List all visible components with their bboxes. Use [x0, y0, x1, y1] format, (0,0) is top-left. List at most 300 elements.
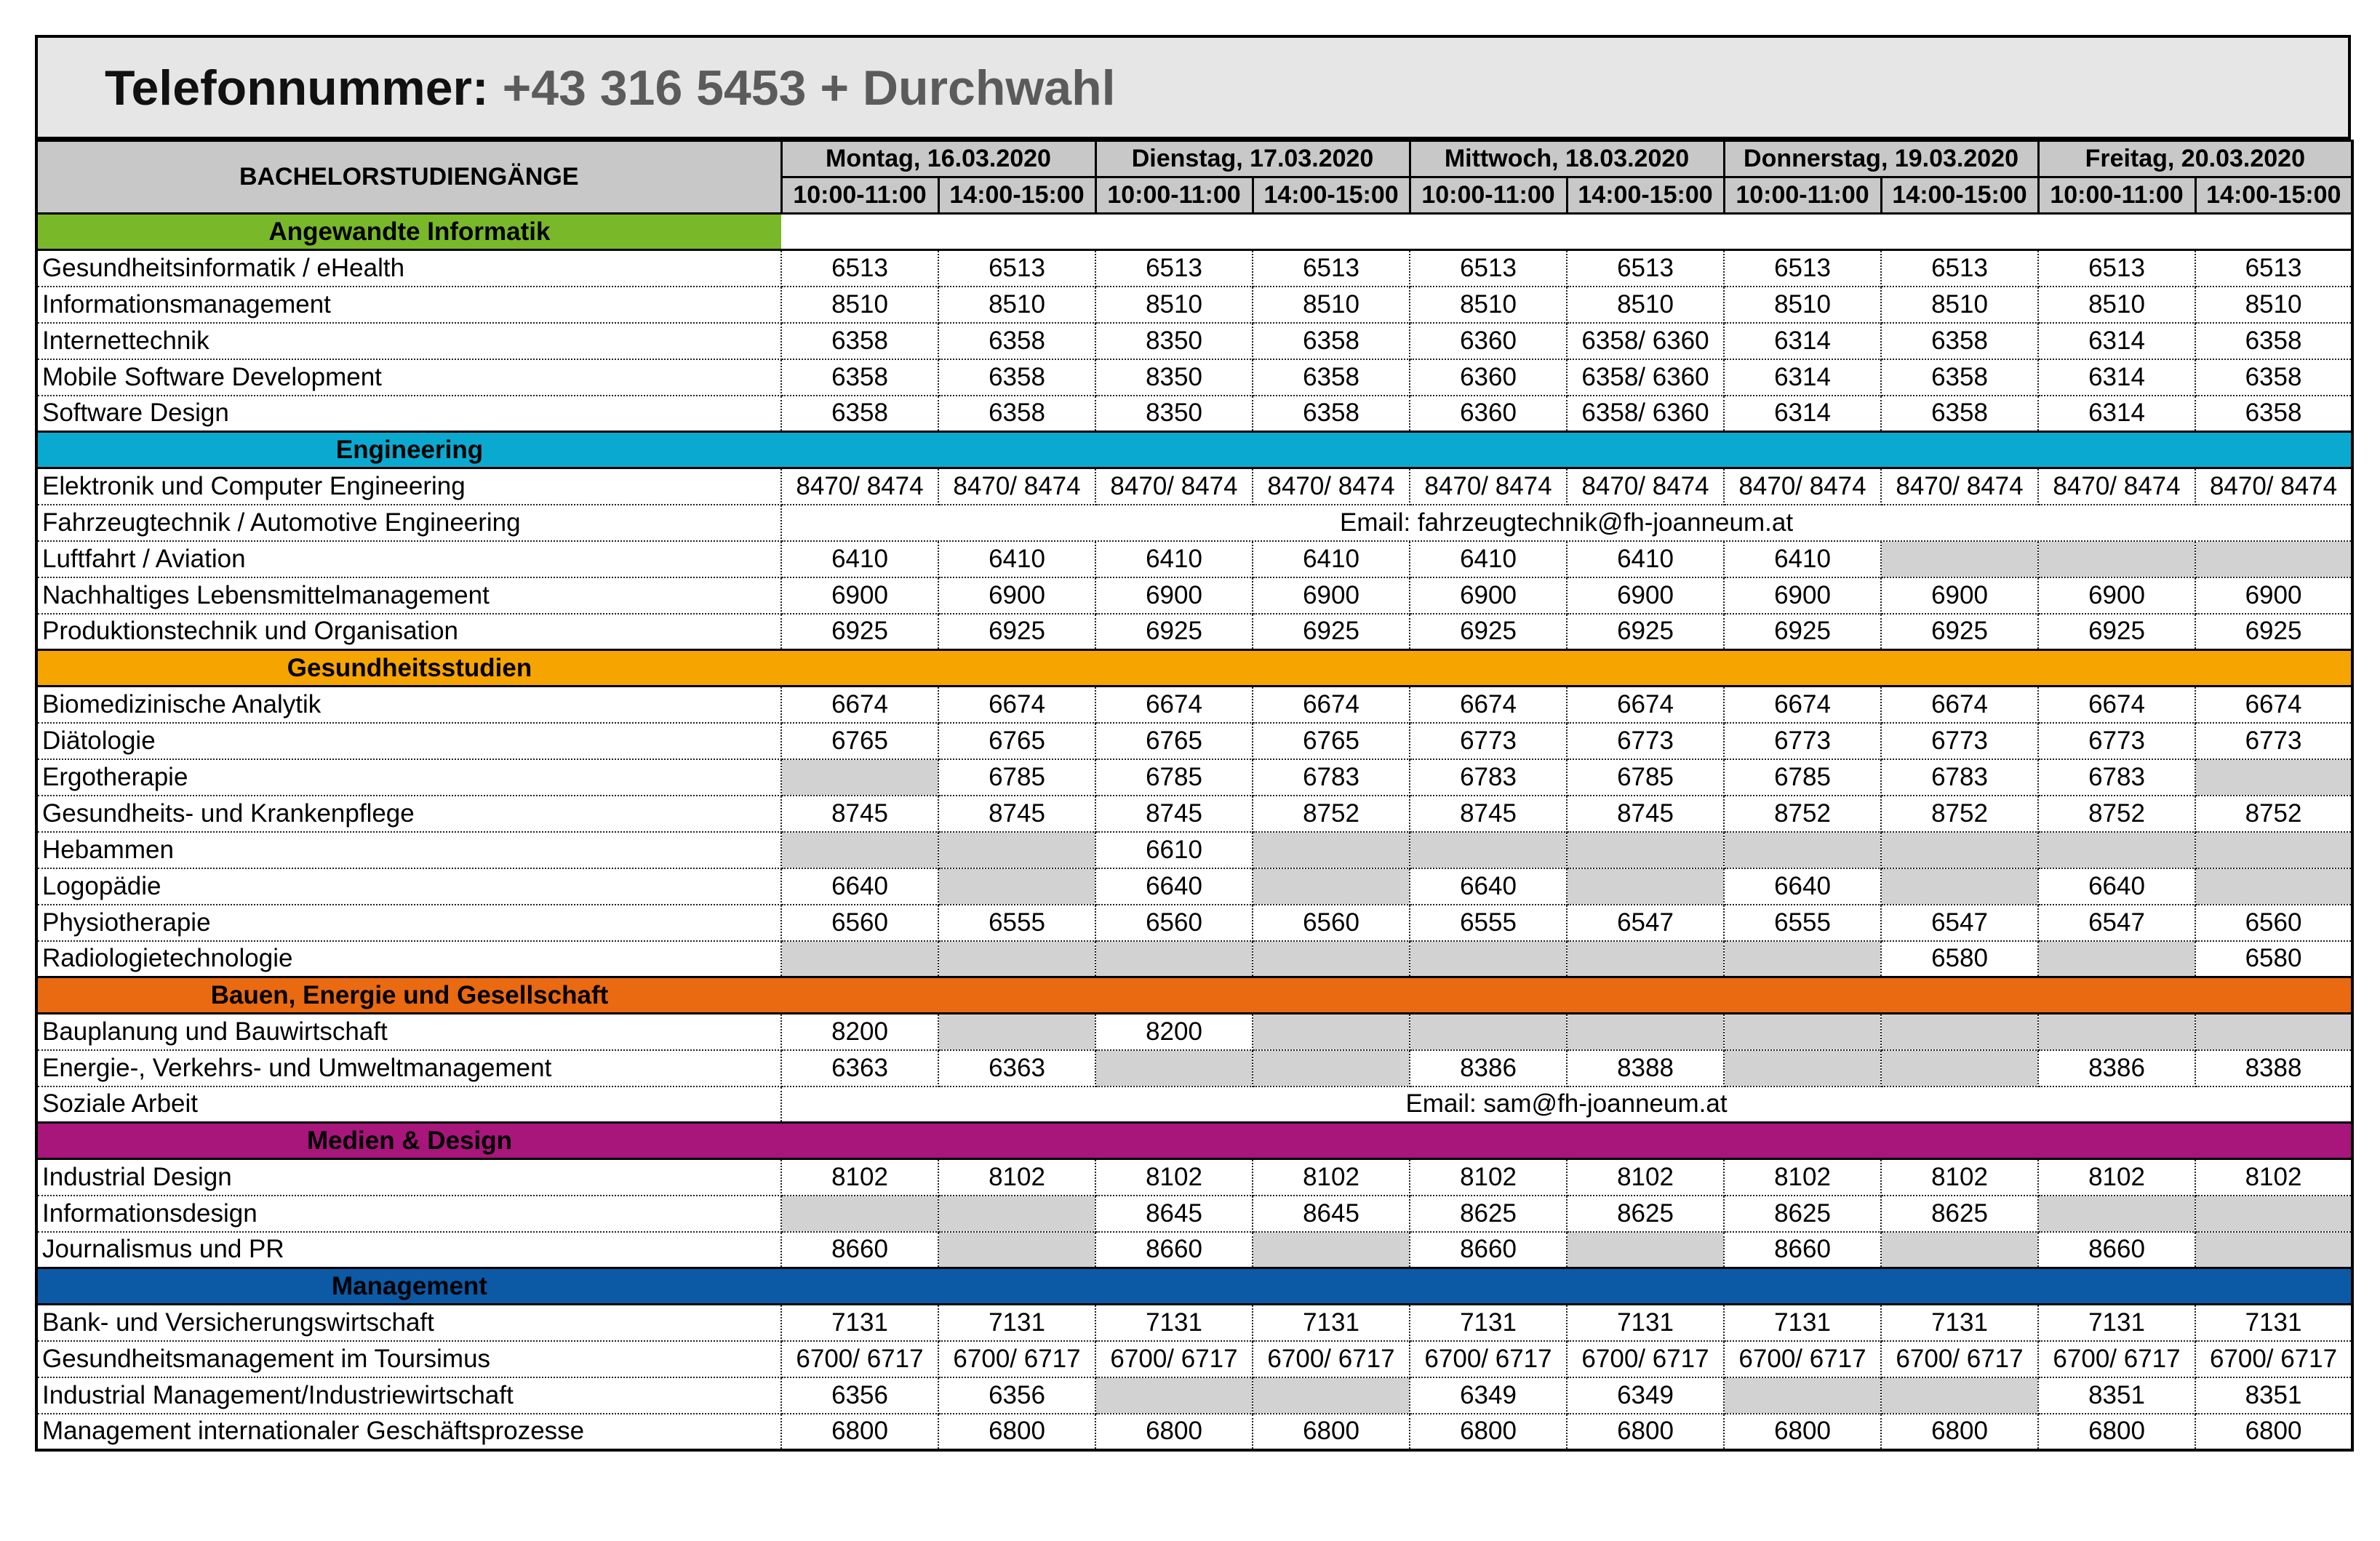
section-fill [781, 1123, 2352, 1159]
extension-cell: 6773 [2195, 723, 2352, 759]
table-row [36, 1159, 2352, 1196]
empty-cell [2038, 541, 2195, 577]
extension-cell: 8752 [2038, 796, 2195, 832]
empty-cell [1095, 1377, 1253, 1414]
extension-cell: 8102 [2195, 1159, 2352, 1196]
program-name: Physiotherapie [36, 905, 781, 941]
extension-cell: 6783 [1881, 759, 2038, 796]
program-name: Gesundheitsinformatik / eHealth [36, 250, 781, 287]
page-title [105, 60, 1116, 116]
program-name: Luftfahrt / Aviation [36, 541, 781, 577]
section-title: Medien & Design [36, 1123, 781, 1159]
empty-cell [1881, 1377, 2038, 1414]
extension-cell: 6410 [1095, 541, 1253, 577]
empty-cell [1724, 1377, 1881, 1414]
extension-cell: 6785 [938, 759, 1095, 796]
extension-cell: 6513 [1095, 250, 1253, 287]
extension-cell: 8200 [781, 1014, 938, 1050]
program-name: Internettechnik [36, 323, 781, 359]
extension-cell: 6547 [1881, 905, 2038, 941]
extension-cell: 8351 [2038, 1377, 2195, 1414]
extension-cell: 6580 [1881, 941, 2038, 977]
extension-cell: 6925 [1881, 614, 2038, 650]
extension-cell: 8745 [1567, 796, 1724, 832]
extension-cell: 6356 [938, 1377, 1095, 1414]
section-title: Bauen, Energie und Gesellschaft [36, 977, 781, 1014]
extension-cell: 8350 [1095, 359, 1253, 396]
contact-email: Email: sam@fh-joanneum.at [781, 1086, 2352, 1123]
empty-cell [1567, 1232, 1724, 1268]
table-row [36, 250, 2352, 287]
time-header: 10:00-11:00 [1724, 177, 1881, 214]
empty-cell [1253, 832, 1410, 868]
day-header: Mittwoch, 18.03.2020 [1410, 141, 1724, 177]
extension-cell: 6900 [2038, 577, 2195, 614]
empty-cell [1567, 868, 1724, 905]
extension-cell: 6773 [1881, 723, 2038, 759]
title-label: Telefonnummer: [105, 60, 489, 116]
program-name: Gesundheits- und Krankenpflege [36, 796, 781, 832]
extension-cell: 6925 [1095, 614, 1253, 650]
extension-cell: 8350 [1095, 323, 1253, 359]
extension-cell: 6674 [1567, 687, 1724, 723]
empty-cell [938, 1196, 1095, 1232]
extension-cell: 6360 [1410, 359, 1567, 396]
extension-cell: 6360 [1410, 323, 1567, 359]
program-name: Logopädie [36, 868, 781, 905]
extension-cell: 6925 [1253, 614, 1410, 650]
extension-cell: 8102 [1095, 1159, 1253, 1196]
extension-cell: 6925 [781, 614, 938, 650]
time-header: 10:00-11:00 [781, 177, 938, 214]
extension-cell: 6314 [1724, 323, 1881, 359]
extension-cell: 6700/ 6717 [2038, 1341, 2195, 1377]
extension-cell: 8625 [1410, 1196, 1567, 1232]
extension-cell: 6358/ 6360 [1567, 359, 1724, 396]
table-row [36, 1305, 2352, 1341]
extension-cell: 6900 [938, 577, 1095, 614]
table-row [36, 796, 2352, 832]
empty-cell [781, 1196, 938, 1232]
extension-cell: 6674 [2195, 687, 2352, 723]
program-name: Industrial Design [36, 1159, 781, 1196]
extension-cell: 6925 [2195, 614, 2352, 650]
extension-cell: 6783 [1253, 759, 1410, 796]
extension-cell: 6640 [1095, 868, 1253, 905]
extension-cell: 6358 [781, 323, 938, 359]
extension-cell: 8386 [2038, 1050, 2195, 1086]
table-row [36, 359, 2352, 396]
extension-cell: 6358 [781, 396, 938, 432]
extension-cell: 8470/ 8474 [781, 468, 938, 505]
extension-cell: 8510 [1881, 287, 2038, 323]
time-header: 10:00-11:00 [2038, 177, 2195, 214]
table-row [36, 1050, 2352, 1086]
extension-cell: 6674 [938, 687, 1095, 723]
extension-cell: 6555 [938, 905, 1095, 941]
extension-cell: 8510 [1095, 287, 1253, 323]
extension-cell: 6700/ 6717 [1253, 1341, 1410, 1377]
program-name: Biomedizinische Analytik [36, 687, 781, 723]
extension-cell: 8510 [1724, 287, 1881, 323]
extension-cell: 6358 [938, 359, 1095, 396]
extension-cell: 6800 [2038, 1414, 2195, 1450]
extension-cell: 8470/ 8474 [1253, 468, 1410, 505]
extension-cell: 8745 [1410, 796, 1567, 832]
empty-cell [1253, 1014, 1410, 1050]
extension-cell: 6925 [1410, 614, 1567, 650]
extension-cell: 6800 [781, 1414, 938, 1450]
empty-cell [1724, 1050, 1881, 1086]
extension-cell: 8351 [2195, 1377, 2352, 1414]
extension-cell: 8510 [2038, 287, 2195, 323]
extension-cell: 7131 [2038, 1305, 2195, 1341]
time-header: 10:00-11:00 [1410, 177, 1567, 214]
empty-cell [2195, 1014, 2352, 1050]
extension-cell: 6410 [1724, 541, 1881, 577]
empty-cell [1253, 1232, 1410, 1268]
empty-cell [1253, 1050, 1410, 1086]
empty-cell [938, 1232, 1095, 1268]
table-row [36, 941, 2352, 977]
program-name: Nachhaltiges Lebensmittelmanagement [36, 577, 781, 614]
extension-cell: 6785 [1095, 759, 1253, 796]
extension-cell: 6513 [2195, 250, 2352, 287]
extension-cell: 8510 [781, 287, 938, 323]
extension-cell: 7131 [1410, 1305, 1567, 1341]
extension-cell: 8470/ 8474 [1095, 468, 1253, 505]
extension-cell: 8645 [1253, 1196, 1410, 1232]
extension-cell: 6700/ 6717 [781, 1341, 938, 1377]
title-bar [35, 35, 2351, 140]
section-fill [781, 977, 2352, 1014]
section-header-row [36, 1123, 2352, 1159]
table-row [36, 505, 2352, 541]
extension-cell: 6513 [2038, 250, 2195, 287]
day-header: Dienstag, 17.03.2020 [1095, 141, 1410, 177]
extension-cell: 6314 [2038, 396, 2195, 432]
extension-cell: 7131 [2195, 1305, 2352, 1341]
extension-cell: 8745 [1095, 796, 1253, 832]
empty-cell [2038, 1014, 2195, 1050]
table-row [36, 1232, 2352, 1268]
day-header: Montag, 16.03.2020 [781, 141, 1095, 177]
empty-cell [1881, 832, 2038, 868]
table-row [36, 1341, 2352, 1377]
extension-cell: 6925 [1567, 614, 1724, 650]
extension-cell: 6358/ 6360 [1567, 323, 1724, 359]
empty-cell [781, 759, 938, 796]
extension-cell: 6358 [1253, 323, 1410, 359]
extension-cell: 6513 [1567, 250, 1724, 287]
extension-cell: 8386 [1410, 1050, 1567, 1086]
program-name: Energie-, Verkehrs- und Umweltmanagement [36, 1050, 781, 1086]
empty-cell [1095, 941, 1253, 977]
extension-cell: 6513 [1410, 250, 1567, 287]
table-row [36, 905, 2352, 941]
extension-cell: 6800 [1410, 1414, 1567, 1450]
section-header-row [36, 214, 2352, 250]
extension-cell: 6640 [1410, 868, 1567, 905]
extension-cell: 8102 [1253, 1159, 1410, 1196]
program-name: Journalismus und PR [36, 1232, 781, 1268]
extension-cell: 6900 [1095, 577, 1253, 614]
section-title: Gesundheitsstudien [36, 650, 781, 687]
extension-cell: 8470/ 8474 [2195, 468, 2352, 505]
program-name: Hebammen [36, 832, 781, 868]
extension-cell: 6700/ 6717 [2195, 1341, 2352, 1377]
program-name: Bauplanung und Bauwirtschaft [36, 1014, 781, 1050]
extension-cell: 7131 [781, 1305, 938, 1341]
extension-cell: 6513 [1253, 250, 1410, 287]
table-row [36, 759, 2352, 796]
extension-cell: 6547 [1567, 905, 1724, 941]
table-row [36, 1377, 2352, 1414]
extension-cell: 8102 [1567, 1159, 1724, 1196]
table-row [36, 1414, 2352, 1450]
extension-cell: 6555 [1724, 905, 1881, 941]
time-header: 14:00-15:00 [1881, 177, 2038, 214]
extension-cell: 6800 [1881, 1414, 2038, 1450]
empty-cell [1253, 941, 1410, 977]
program-name: Management internationaler Geschäftsprozesse [36, 1414, 781, 1450]
extension-cell: 8625 [1724, 1196, 1881, 1232]
section-title: Engineering [36, 432, 781, 468]
empty-cell [2195, 832, 2352, 868]
extension-cell: 6640 [1724, 868, 1881, 905]
extension-cell: 6800 [938, 1414, 1095, 1450]
extension-cell: 7131 [1253, 1305, 1410, 1341]
empty-cell [1567, 941, 1724, 977]
extension-cell: 6674 [1410, 687, 1567, 723]
extension-cell: 8102 [1881, 1159, 2038, 1196]
extension-cell: 8470/ 8474 [938, 468, 1095, 505]
empty-cell [1095, 1050, 1253, 1086]
extension-cell: 6610 [1095, 832, 1253, 868]
extension-cell: 6580 [2195, 941, 2352, 977]
extension-cell: 8752 [1881, 796, 2038, 832]
extension-cell: 6900 [2195, 577, 2352, 614]
extension-cell: 8660 [1410, 1232, 1567, 1268]
extension-cell: 6410 [781, 541, 938, 577]
extension-cell: 6358 [1253, 359, 1410, 396]
time-header: 14:00-15:00 [938, 177, 1095, 214]
extension-cell: 6783 [1410, 759, 1567, 796]
table-row [36, 868, 2352, 905]
extension-cell: 8470/ 8474 [2038, 468, 2195, 505]
section-header-row [36, 977, 2352, 1014]
extension-cell: 6800 [1095, 1414, 1253, 1450]
extension-cell: 6314 [2038, 323, 2195, 359]
extension-cell: 8470/ 8474 [1724, 468, 1881, 505]
program-column-header: BACHELORSTUDIENGÄNGE [36, 141, 781, 214]
extension-cell: 8660 [781, 1232, 938, 1268]
extension-cell: 8660 [2038, 1232, 2195, 1268]
extension-cell: 8745 [938, 796, 1095, 832]
extension-cell: 8388 [2195, 1050, 2352, 1086]
extension-cell: 6773 [1410, 723, 1567, 759]
extension-cell: 6773 [1724, 723, 1881, 759]
program-name: Ergotherapie [36, 759, 781, 796]
extension-cell: 6314 [1724, 396, 1881, 432]
empty-cell [1253, 1377, 1410, 1414]
extension-cell: 8625 [1881, 1196, 2038, 1232]
empty-cell [2195, 1196, 2352, 1232]
extension-cell: 6410 [1253, 541, 1410, 577]
extension-cell: 6547 [2038, 905, 2195, 941]
program-name: Fahrzeugtechnik / Automotive Engineering [36, 505, 781, 541]
extension-cell: 8470/ 8474 [1881, 468, 2038, 505]
empty-cell [1410, 941, 1567, 977]
extension-cell: 6410 [938, 541, 1095, 577]
extension-cell: 6765 [781, 723, 938, 759]
section-title: Management [36, 1268, 781, 1305]
table-row [36, 541, 2352, 577]
extension-cell: 8102 [2038, 1159, 2195, 1196]
table-row [36, 287, 2352, 323]
empty-cell [1881, 868, 2038, 905]
section-fill [781, 1268, 2352, 1305]
extension-cell: 6513 [1881, 250, 2038, 287]
section-header-row [36, 1268, 2352, 1305]
section-fill [781, 432, 2352, 468]
program-name: Elektronik und Computer Engineering [36, 468, 781, 505]
extension-cell: 6700/ 6717 [938, 1341, 1095, 1377]
extension-cell: 6674 [1253, 687, 1410, 723]
table-row [36, 1196, 2352, 1232]
program-name: Produktionstechnik und Organisation [36, 614, 781, 650]
extension-cell: 8388 [1567, 1050, 1724, 1086]
empty-cell [1567, 1014, 1724, 1050]
empty-cell [2038, 941, 2195, 977]
section-fill [781, 214, 2352, 250]
contact-email: Email: fahrzeugtechnik@fh-joanneum.at [781, 505, 2352, 541]
program-name: Informationsdesign [36, 1196, 781, 1232]
extension-cell: 6560 [1095, 905, 1253, 941]
empty-cell [938, 868, 1095, 905]
extension-cell: 8470/ 8474 [1567, 468, 1724, 505]
day-header: Donnerstag, 19.03.2020 [1724, 141, 2038, 177]
extension-cell: 6363 [781, 1050, 938, 1086]
table-row [36, 1086, 2352, 1123]
extension-cell: 6700/ 6717 [1567, 1341, 1724, 1377]
extension-cell: 6358 [781, 359, 938, 396]
extension-cell: 6513 [1724, 250, 1881, 287]
empty-cell [938, 941, 1095, 977]
extension-cell: 6560 [2195, 905, 2352, 941]
extension-cell: 8102 [1410, 1159, 1567, 1196]
extension-cell: 6674 [781, 687, 938, 723]
empty-cell [1881, 541, 2038, 577]
extension-cell: 8102 [938, 1159, 1095, 1196]
program-name: Informationsmanagement [36, 287, 781, 323]
extension-cell: 6358 [1881, 396, 2038, 432]
extension-cell: 8752 [1253, 796, 1410, 832]
empty-cell [2038, 1196, 2195, 1232]
title-phone-number: +43 316 5453 + Durchwahl [488, 60, 1116, 116]
table-row [36, 468, 2352, 505]
extension-cell: 6900 [1724, 577, 1881, 614]
extension-cell: 6358 [1253, 396, 1410, 432]
empty-cell [1881, 1014, 2038, 1050]
extension-cell: 6640 [781, 868, 938, 905]
program-name: Radiologietechnologie [36, 941, 781, 977]
section-header-row [36, 432, 2352, 468]
table-row [36, 687, 2352, 723]
header-days-row [36, 141, 2352, 177]
extension-cell: 6363 [938, 1050, 1095, 1086]
extension-cell: 6314 [1724, 359, 1881, 396]
extension-cell: 6513 [938, 250, 1095, 287]
extension-cell: 6358 [1881, 323, 2038, 359]
extension-cell: 6358 [938, 323, 1095, 359]
extension-cell: 6674 [1095, 687, 1253, 723]
extension-cell: 6925 [938, 614, 1095, 650]
program-name: Mobile Software Development [36, 359, 781, 396]
extension-cell: 6560 [781, 905, 938, 941]
extension-cell: 6358 [2195, 396, 2352, 432]
extension-cell: 6349 [1410, 1377, 1567, 1414]
extension-cell: 6674 [2038, 687, 2195, 723]
phone-schedule-sheet [35, 35, 2351, 1452]
extension-cell: 6765 [1095, 723, 1253, 759]
extension-cell: 6360 [1410, 396, 1567, 432]
program-name: Bank- und Versicherungswirtschaft [36, 1305, 781, 1341]
extension-cell: 6800 [1567, 1414, 1724, 1450]
extension-cell: 6358/ 6360 [1567, 396, 1724, 432]
schedule-body [36, 214, 2352, 1450]
program-name: Software Design [36, 396, 781, 432]
extension-cell: 6560 [1253, 905, 1410, 941]
empty-cell [2195, 759, 2352, 796]
extension-cell: 6700/ 6717 [1881, 1341, 2038, 1377]
extension-cell: 7131 [1567, 1305, 1724, 1341]
table-row [36, 723, 2352, 759]
extension-cell: 6900 [1410, 577, 1567, 614]
empty-cell [2195, 541, 2352, 577]
extension-cell: 6900 [781, 577, 938, 614]
extension-cell: 6900 [1253, 577, 1410, 614]
extension-cell: 6674 [1724, 687, 1881, 723]
table-row [36, 1014, 2352, 1050]
extension-cell: 8752 [1724, 796, 1881, 832]
empty-cell [1724, 941, 1881, 977]
empty-cell [1881, 1232, 2038, 1268]
extension-cell: 6765 [1253, 723, 1410, 759]
extension-cell: 6900 [1881, 577, 2038, 614]
time-header: 14:00-15:00 [2195, 177, 2352, 214]
extension-cell: 7131 [1724, 1305, 1881, 1341]
extension-cell: 6900 [1567, 577, 1724, 614]
time-header: 14:00-15:00 [1567, 177, 1724, 214]
extension-cell: 6410 [1567, 541, 1724, 577]
extension-cell: 6800 [1724, 1414, 1881, 1450]
extension-cell: 8510 [1253, 287, 1410, 323]
extension-cell: 6773 [2038, 723, 2195, 759]
empty-cell [2038, 832, 2195, 868]
table-row [36, 323, 2352, 359]
extension-cell: 8660 [1724, 1232, 1881, 1268]
empty-cell [1253, 868, 1410, 905]
time-header: 14:00-15:00 [1253, 177, 1410, 214]
extension-cell: 6783 [2038, 759, 2195, 796]
table-row [36, 396, 2352, 432]
extension-cell: 8470/ 8474 [1410, 468, 1567, 505]
day-header: Freitag, 20.03.2020 [2038, 141, 2352, 177]
empty-cell [781, 941, 938, 977]
empty-cell [938, 832, 1095, 868]
extension-cell: 7131 [1881, 1305, 2038, 1341]
